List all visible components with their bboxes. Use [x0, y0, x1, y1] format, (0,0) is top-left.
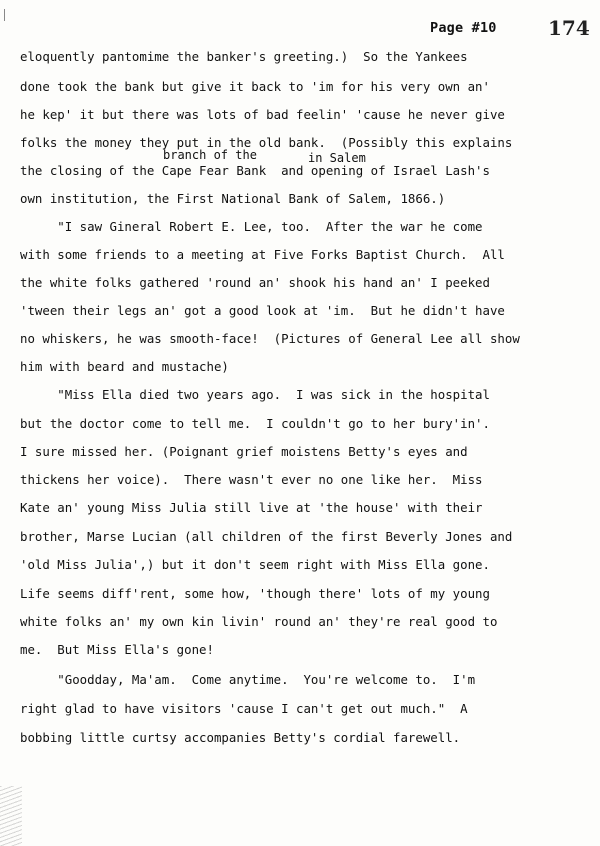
text-line: bobbing little curtsy accompanies Betty's cordial farewell. — [20, 730, 461, 745]
page-header — [430, 18, 590, 42]
text-line: "Miss Ella died two years ago. I was sick in the hospital — [20, 387, 490, 402]
text-line: "I saw Gineral Robert E. Lee, too. After the war he come — [20, 219, 483, 234]
text-line: "Goodday, Ma'am. Come anytime. You're welcome to. I'm — [20, 672, 476, 687]
insertion-branch: branch of the — [163, 148, 257, 162]
text-line: he kep' it but there was lots of bad feelin' 'cause he never give — [20, 107, 505, 122]
page-number-label: Page #10 — [430, 20, 497, 36]
text-line: no whiskers, he was smooth-face! (Pictures of General Lee all show — [20, 331, 520, 346]
scan-edge-artifact — [0, 786, 22, 846]
text-line: with some friends to a meeting at Five Forks Baptist Church. All — [20, 247, 505, 262]
insertion-salem: in Salem — [308, 151, 366, 165]
text-line: the white folks gathered 'round an' shook his hand an' I peeked — [20, 275, 490, 290]
text-line: Kate an' young Miss Julia still live at 'the house' with their — [20, 500, 483, 515]
margin-mark — [4, 9, 5, 21]
text-line: Life seems diff'rent, some how, 'though there' lots of my young — [20, 586, 490, 601]
text-line: but the doctor come to tell me. I couldn't go to her bury'in'. — [20, 416, 490, 431]
text-line: own institution, the First National Bank of Salem, 1866.) — [20, 191, 446, 206]
text-line: me. But Miss Ella's gone! — [20, 642, 214, 657]
archive-page-number: 174 — [548, 16, 590, 40]
text-line: done took the bank but give it back to 'im for his very own an' — [20, 79, 490, 94]
text-line: brother, Marse Lucian (all children of the first Beverly Jones and — [20, 529, 513, 544]
text-line: eloquently pantomime the banker's greeting.) So the Yankees — [20, 49, 468, 64]
text-line: 'tween their legs an' got a good look at 'im. But he didn't have — [20, 303, 505, 318]
text-line: right glad to have visitors 'cause I can't get out much." A — [20, 701, 468, 716]
text-line: him with beard and mustache) — [20, 359, 229, 374]
text-line: the closing of the Cape Fear Bank and opening of Israel Lash's — [20, 163, 490, 178]
text-line: 'old Miss Julia',) but it don't seem right with Miss Ella gone. — [20, 557, 490, 572]
text-line: I sure missed her. (Poignant grief moistens Betty's eyes and — [20, 444, 468, 459]
text-line: white folks an' my own kin livin' round an' they're real good to — [20, 614, 498, 629]
text-line: thickens her voice). There wasn't ever no one like her. Miss — [20, 472, 483, 487]
text-line: folks the money they put in the old bank. (Possibly this explains — [20, 135, 513, 150]
